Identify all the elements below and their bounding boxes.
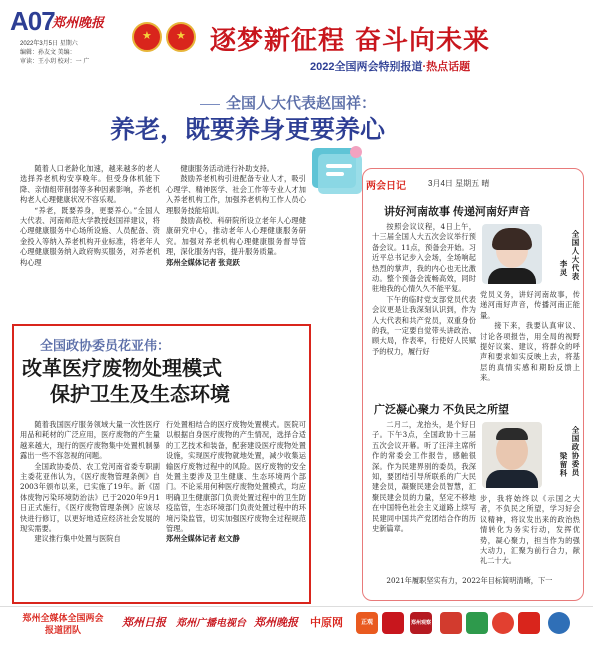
footer-logo-zhengguan: 正观 [356,612,378,634]
paragraph: “养老，既要养身，更要养心。”全国人大代表、河南师范大学教授赵国祥建议，将心理健康服务中心场所设施、人员配备、资金投入等纳入养老机构开业标准，将老年人心理健康服务纳入政府购买服务，对养老机构心理 [20,205,160,267]
article2-column-1 [20,420,160,602]
article1-column-2 [166,164,306,320]
footer-line2: 报道团队 [44,625,81,635]
editor-line: 编辑：孙友文 美编： [20,50,76,56]
footer-logo-icon-c [492,612,514,634]
paragraph: 接下来，我要认真审议、讨论各项报告，用全局的视野提好议案、建议，将群众的呼声和要求如实反映上去，将基层的真情实感和期盼反馈上来。 [480,321,580,383]
diary-date: 3月4日 星期五 晴 [428,179,490,188]
page-number: A07 [10,6,55,36]
national-emblem-icon: ★ [132,22,162,52]
footer-logo-zhengzhou-evening: 郑州晚报 [254,616,298,629]
paragraph: 下午的临时党支部党员代表会议更是让我深刻认识到，作为人大代表和共产党员，双重身份的我，一定要自觉带头讲政治、顾大局，作表率，行使好人民赋予的权力，履行好 [372,294,476,356]
paragraph: 2021年履职坚实有力，2022年目标简明清晰，下一 [386,576,553,585]
entry1-name: 李灵 [559,260,568,277]
entry2-role-label: 全国政协委员 [571,426,580,477]
hair [496,428,528,440]
paragraph: 鼓励养老机构引进配备专业人才，吸引心理学、精神医学、社会工作等专业人才加入养老机构工作，加强养老机构工作人员心理服务技能培训。 [166,174,306,215]
diary-entry2-bottom [372,576,578,598]
diary-entry2-column-1 [372,420,476,576]
footer-logo-icon-d [518,612,540,634]
footer-logo-zhengzhou-tv: 郑州广播电视台 [176,618,246,629]
paragraph: 行处置相结合的医疗废物处置模式。医院可以根据自身医疗废物的产生情况，选择合适的工艺技术和装备，配套建设医疗废物处置设施，实现医疗废物就地处置，减少收集运输医疗废物过程中的风险。医疗废物的安全处置主要涉及卫生健康、生态环境两个部门。不论采用何种医疗废物处置模式，均应明确卫生健康部门负责处置过程中的卫生防疫监管，生态环境部门负责处置过程中的环境污染监管，切实加强医疗废物全过程规范管理。 [166,420,306,534]
hair [492,228,532,250]
diary-entry1-column-1 [372,222,476,398]
paragraph: 步，我将始终以《示国之大者，不负民之所望，学习好会议精神，将议发出来的政治热情转化为务实行动，发挥优势，凝心聚力，担当作为的强大动力，汇聚为前行合力，献礼二十大。 [480,494,580,566]
diary-entry2-column-2 [480,494,580,578]
footer-logo-zhengzhou-daily: 郑州日报 [122,616,166,629]
footer-line1: 郑州全媒体全国两会 [22,613,104,623]
footer-logo-icon-b [466,612,488,634]
paragraph: 鼓励高校、科研院所设立老年人心理健康研究中心，推动老年人心理健康服务研究。加强对养老机构心理健康服务督导管理，深化服务内容，提升服务质量。 [166,216,306,257]
footer-logo-box-icon [382,612,404,634]
kicker-dash [200,104,220,105]
article2-byline: 郑州全媒体记者 赵文静 [166,534,240,544]
article2-kicker: 全国政协委员花亚伟： [40,338,171,353]
diary-title: 两会日记 [366,181,406,192]
paragraph: 按照会议议程，4日上午，十三届全国人大五次会议举行预备会议。11点，预备会开始。习近平总书记步入会场，全场响起热烈的掌声，我的内心也无比激动。整个预备会流畅高效，同时驻地我的心情久久不能平复。 [372,222,476,294]
special-prefix: 2022全国两会特别报道 [310,61,423,73]
article1-column-1 [20,164,160,320]
footer-team-label [12,612,114,636]
review-line: 审读：王小玥 校对：一 广 [20,59,90,65]
footer-logo-zynews: 中原网 [310,616,343,629]
paragraph: 全国政协委员、农工党河南省委专职副主委花亚伟认为，《医疗废物管理条例》自2003年颁布以来，已实施了19年。新《固体废物污染环境防治法》已于2020年9月1日正式施行，《医疗废物管理条例》应该尽快进行修订，以更好地适应经济社会发展的现实需要。 [20,461,160,534]
jacket [488,268,536,284]
article2-column-2 [166,420,306,602]
cppcc-emblem-icon: ★ [166,22,196,52]
decorative-3d-icon [306,138,368,200]
paragraph: 健康服务活动进行补助支持。 [180,164,274,173]
paragraph: 建议推行集中处置与医院自 [34,534,121,544]
paragraph: 二月二，龙抬头，是个好日子。下午3点，全国政协十三届五次会议开幕。听了汪洋主席所作的常委会工作报告，感触很深。作为民建界别的委员，我深知，要团结引导所联系的广大民建会员，凝聚民建会员智慧，汇聚民建会员的力量，坚定不移地在中国特色社会主义道路上续写民建同中国共产党团结合作的历史新篇章。 [372,420,476,534]
entry1-role-label: 全国人大代表 [571,230,580,281]
paragraph: 随着人口老龄化加速，越来越多的老人选择养老机构安享晚年。但受身体机能下降、亲情组带削弱等多种因素影响，养老机构老人心理健康状况不容乐观。 [20,164,160,205]
diary-entry1-column-2 [480,290,580,398]
special-suffix: ·热点话题 [422,61,471,73]
article1-headline: 养老，既要养身更要养心 [110,115,386,144]
footer-logo-zhengzhou-observe: 郑州观察 [410,612,432,634]
footer-logo-icon-e [548,612,570,634]
article2-headline-line1: 改革医疗废物处理模式 [22,356,222,380]
paragraph: 随着我国医疗服务领域大量一次性医疗用品和耗材的广泛应用，医疗废物的产生量越来越大，现行的医疗废物集中处置机制暴露出一些不容忽视的问题。 [20,420,160,461]
special-report-label [310,58,470,74]
header-info [20,40,110,67]
footer-logo-icon-a [440,612,462,634]
article2-headline-line2: 保护卫生及生态环境 [50,382,230,406]
paragraph: 党员义务，讲好河南故事，传递河南好声音，传播河南正能量。 [480,290,580,320]
slogan: 逐梦新征程 奋斗向未来 [210,26,491,56]
portrait-liang-liuke [482,422,542,488]
diary-entry2-headline: 广泛凝心聚力 不负民之所望 [374,404,510,416]
article1-byline: 郑州全媒体记者 张竞跃 [166,257,240,267]
newspaper-name: 郑州晚报 [52,16,105,31]
suit [486,470,538,488]
entry2-name: 梁留科 [559,452,568,478]
article1-kicker-text: 全国人大代表赵国祥： [226,95,377,112]
portrait-li-ling [482,224,542,284]
diary-entry1-headline: 讲好河南故事 传递河南好声音 [384,206,531,218]
date-line: 2022年3月5日 星期六 [20,41,78,47]
